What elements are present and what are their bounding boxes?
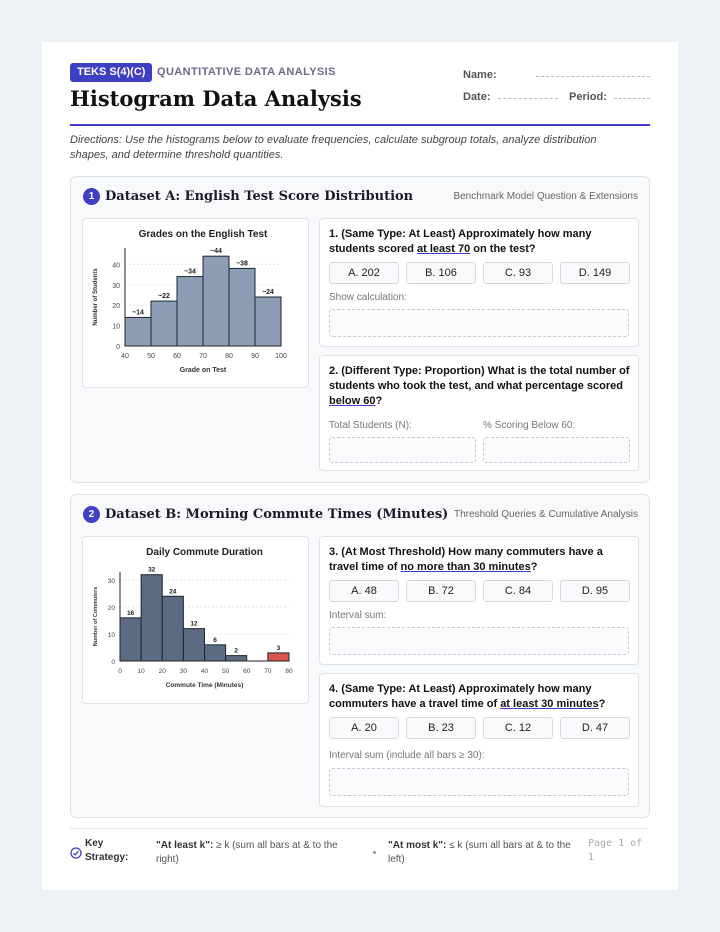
percent-below-label: % Scoring Below 60:	[483, 420, 576, 431]
choice-d[interactable]: D. 95	[560, 580, 630, 602]
x-tick-label: 60	[173, 353, 181, 360]
section-title: Dataset A: English Test Score Distribution	[105, 189, 414, 204]
bar-value-label: ~22	[158, 293, 170, 301]
choice-b[interactable]: B. 106	[406, 262, 476, 284]
histogram-bar	[229, 268, 255, 346]
question-4-text: 4. (Same Type: At Least) Approximately how many commuters have a travel time of at least 30 minutes?	[329, 683, 606, 710]
section-subtitle: Threshold Queries & Cumulative Analysis	[454, 509, 638, 520]
y-tick-label: 10	[112, 323, 120, 331]
histogram-bar	[268, 653, 289, 661]
x-tick-label: 70	[199, 353, 207, 360]
question-1-card	[319, 218, 639, 347]
choice-d[interactable]: D. 47	[560, 717, 630, 739]
total-students-input[interactable]	[329, 437, 476, 463]
bar-value-label: ~44	[210, 248, 222, 256]
date-field[interactable]	[498, 97, 558, 99]
bar-value-label: ~34	[184, 268, 196, 276]
interval-sum-label: Interval sum:	[329, 610, 387, 621]
period-label: Period:	[569, 91, 607, 103]
y-tick-label: 30	[107, 578, 115, 586]
x-axis-label: Grade on Test	[179, 367, 227, 374]
key-strategy-label: Key Strategy:	[85, 838, 129, 863]
x-tick-label: 0	[118, 668, 122, 675]
at-most-rule: "At most k": ≤ k (sum all bars at & to the left)	[388, 840, 571, 865]
calculation-answer-box[interactable]	[329, 309, 629, 337]
histogram-bar	[141, 575, 162, 661]
histogram-bar	[120, 618, 141, 661]
histogram-commute	[83, 537, 308, 703]
bar-value-label: 2	[234, 647, 238, 655]
y-axis-label: Number of Students	[93, 268, 99, 326]
page-number: Page 1 of 1	[588, 838, 643, 863]
x-tick-label: 40	[200, 668, 209, 675]
name-label: Name:	[463, 69, 497, 81]
histogram-bar	[203, 256, 229, 346]
chart-commute	[82, 536, 309, 704]
question-3-card	[319, 536, 639, 665]
choice-c[interactable]: C. 84	[483, 580, 553, 602]
section-number: 1	[83, 188, 100, 205]
question-2-text: 2. (Different Type: Proportion) What is the total number of students who took the test, and what percentage scored below 60?	[329, 365, 630, 407]
x-tick-label: 30	[179, 668, 187, 675]
bar-value-label: ~24	[262, 289, 274, 296]
question-4-card	[319, 673, 639, 807]
x-axis-label: Commute Time (Minutes)	[165, 682, 244, 689]
y-tick-label: 20	[107, 605, 115, 613]
bar-value-label: 32	[148, 566, 156, 574]
y-tick-label: 10	[107, 632, 115, 640]
x-tick-label: 20	[158, 668, 166, 675]
choice-b[interactable]: B. 72	[406, 580, 476, 602]
y-axis-label: Number of Commuters	[93, 586, 99, 647]
interval-sum-input[interactable]	[329, 627, 629, 655]
bar-value-label: 24	[169, 588, 177, 596]
histogram-bar	[205, 645, 226, 661]
percent-below-input[interactable]	[483, 437, 630, 463]
y-tick-label: 30	[112, 282, 120, 290]
section-number: 2	[83, 506, 100, 523]
worksheet-page	[42, 42, 678, 890]
section-subtitle: Benchmark Model Question & Extensions	[453, 191, 638, 202]
bar-value-label: 12	[190, 620, 198, 628]
x-tick-label: 50	[222, 668, 230, 675]
section-dataset-a	[70, 176, 650, 483]
question-1-text: 1. (Same Type: At Least) Approximately how many students scored at least 70 on the test?	[329, 228, 592, 255]
chart-title: Daily Commute Duration	[146, 547, 263, 558]
date-label: Date:	[463, 91, 491, 103]
check-icon	[70, 846, 82, 864]
question-3-text: 3. (At Most Threshold) How many commuters have a travel time of no more than 30 minutes?	[329, 546, 603, 573]
section-dataset-b	[70, 494, 650, 818]
header-rule	[70, 124, 650, 126]
bar-value-label: 6	[213, 636, 217, 644]
choice-d[interactable]: D. 149	[560, 262, 630, 284]
x-tick-label: 50	[147, 353, 155, 360]
directions: Directions: Use the histograms below to evaluate frequencies, calculate subgroup totals, analyze distribution shapes, and determine threshold quantities.	[70, 134, 597, 161]
histogram-bar	[125, 317, 151, 346]
choice-c[interactable]: C. 93	[483, 262, 553, 284]
y-tick-label: 0	[111, 659, 115, 666]
x-tick-label: 100	[275, 353, 287, 360]
x-tick-label: 60	[243, 668, 251, 675]
histogram-bar	[226, 656, 247, 661]
bar-value-label: ~14	[132, 309, 144, 317]
choice-a[interactable]: A. 20	[329, 717, 399, 739]
total-students-label: Total Students (N):	[329, 420, 412, 431]
x-tick-label: 10	[137, 668, 145, 675]
teks-badge: TEKS S(4)(C)	[70, 63, 152, 82]
name-field[interactable]	[536, 75, 650, 77]
footer-divider	[70, 828, 648, 829]
y-tick-label: 20	[112, 303, 120, 311]
histogram-bar	[162, 596, 183, 661]
chart-title: Grades on the English Test	[138, 229, 268, 240]
bar-value-label: ~38	[236, 260, 248, 268]
topic-label: QUANTITATIVE DATA ANALYSIS	[157, 66, 336, 78]
y-tick-label: 40	[112, 262, 120, 270]
chart-english-test	[82, 218, 309, 388]
bar-value-label: 16	[126, 609, 135, 617]
x-tick-label: 40	[121, 353, 129, 360]
x-tick-label: 80	[225, 353, 233, 360]
choice-c[interactable]: C. 12	[483, 717, 553, 739]
x-tick-label: 70	[264, 668, 272, 675]
bar-value-label: 3	[276, 644, 281, 652]
y-tick-label: 0	[116, 344, 120, 351]
section-title: Dataset B: Morning Commute Times (Minutes)	[105, 507, 449, 522]
question-2-card	[319, 355, 639, 471]
bullet-dot	[373, 851, 376, 854]
histogram-bar	[183, 629, 204, 661]
histogram-english	[83, 219, 308, 387]
histogram-bar	[177, 277, 203, 346]
choice-a[interactable]: A. 202	[329, 262, 399, 284]
histogram-bar	[255, 297, 281, 346]
page-title: Histogram Data Analysis	[70, 86, 362, 111]
x-tick-label: 90	[251, 353, 259, 360]
choice-a[interactable]: A. 48	[329, 580, 399, 602]
x-tick-label: 80	[285, 668, 293, 675]
interval-sum-input[interactable]	[329, 768, 629, 796]
at-least-rule: "At least k": ≥ k (sum all bars at & to the right)	[156, 840, 338, 865]
interval-sum-label: Interval sum (include all bars ≥ 30):	[329, 750, 485, 761]
calculation-label: Show calculation:	[329, 292, 407, 303]
histogram-bar	[151, 301, 177, 346]
choice-b[interactable]: B. 23	[406, 717, 476, 739]
period-field[interactable]	[614, 97, 650, 99]
